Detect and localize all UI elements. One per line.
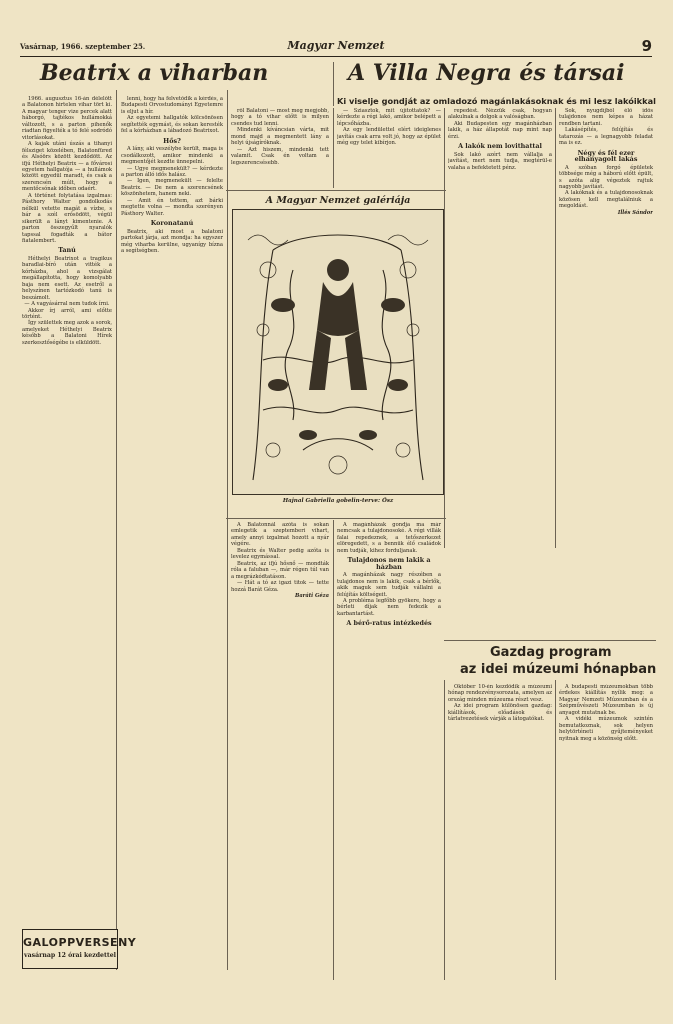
gazdag-column-2: A budapesti múzeumokban több érdekes kiállítás nyílik meg: a Magyar Nemzeti Múzeumban és a Szépművészeti Múzeumban is új anyagot mutatnak be. A vidéki múzeumok szintén bemutatkoznak, sok helyen helytörténeti gyűjteményeket nyitnak meg a közönség előtt. <box>559 684 653 742</box>
villa-signature: Illés Sándor <box>617 209 653 216</box>
section-heading-lakok: A lakók nem lovithattal <box>458 142 542 151</box>
gazdag-top-rule <box>444 640 656 641</box>
ad-title: GALOPPVERSENY <box>23 936 137 949</box>
ad-subtitle: vasárnap 12 órai kezdettel <box>23 952 116 959</box>
column-divider <box>333 62 334 106</box>
beatrix-column-2: lenni, hogy ha felvetődik a kérdés, a Budapesti Orvostudományi Egyetemre is eljut a hír. Az egyetemi hallgatók kölcsönösen segítették egymást, és sokan keresték fel a kórházban a lábadozó Beatrixot. Hős? A lány, aki veszélybe került, maga is csodálkozott, amikor mindenki a megmentőjét kezdte ünnepelni. — Ugye megmenekült? — kérdezte a parton álló idős halász. — Igen, megmenekült — felelte Beatrix. — De nem a szerencsének köszönhetem, hanem neki. — Amit én tettem, azt bárki megtette volna — mondta szerényen Pásthory Walter. Koronatanú Beatrix, aki most a balatoni partokat járja, azt mondja: ha egyszer még viharba kerülne, ugyanígy bízna a segítségben. <box>121 96 223 254</box>
gobelin-drawing <box>233 210 443 494</box>
galoppverseny-ad <box>22 929 137 969</box>
villa-column-1-bottom: A magánházak gondja ma már nemcsak a tulajdonosoké. A régi villák falai repedeznek, a tetőszerkezet elöregedett, s a bennük élő családok nem tudják, kihez forduljanak. Tulajdonos nem lakik a házban A magánházak nagy részében a tulajdonos nem is lakik, csak a bérlők, akik maguk sem tudják vállalni a felújítás költségeit. A probléma legfőbb gyökere, hogy a bérleti díjak nem fedezik a karbantartást. A bérő-ratus intézkedés <box>337 522 441 628</box>
issue-date: Vasárnap, 1966. szeptember 25. <box>20 42 146 51</box>
beatrix-column-3: ről Balatoni — most meg megjobb, hogy a tó vihar előtt is milyen csendes tud lenni. Mindenki kíváncsian várta, mit mond majd a megmentett lány a helyi újságíróknak. — Azt hiszem, mindenki tett valamit. Csak én voltam a legszerencsésebb. <box>231 108 329 166</box>
gazdag-headline-2: az idei múzeumi hónapban <box>460 662 657 677</box>
villa-column-2: repedést. Nézzük csak, hogyan alakulnak a dolgok a valóságban. Aki Budapesten egy magánházban lakik, a ház állapotát nap mint nap érzi. A lakók nem lovithattal Sok lakó azért nem vállalja a javítást, mert nem tudja, megtérül-e valaha a befektetett pénz. <box>448 108 552 171</box>
column-divider <box>227 90 228 970</box>
beatrix-signature: Baráti Géza <box>294 592 329 599</box>
page-number: 9 <box>641 37 652 55</box>
section-heading-negy-es-fel: Négy és fél ezer elhanyagolt lakás <box>574 148 638 164</box>
column-divider <box>444 108 445 548</box>
gallery-bottom-rule <box>226 518 446 519</box>
gazdag-headline-1: Gazdag program <box>490 645 612 660</box>
section-heading-hos: Hős? <box>163 136 181 145</box>
villa-subhead: Ki viselje gondját az omladozó magánlakásoknak és mi lesz lakóikkal <box>337 96 656 106</box>
section-heading-berlo: A bérő-ratus intézkedés <box>346 619 432 628</box>
section-heading-tanu: Tanú <box>58 246 76 255</box>
gobelin-illustration <box>232 209 444 495</box>
section-heading-tulajdonos: Tulajdonos nem lakik a házban <box>347 556 431 571</box>
beatrix-column-4: A Balatonnál azóta is sokan emlegetik a szeptemberi vihart, amely annyi izgalmat hozott a nyár végére. Beatrix és Walter pedig azóta is levelez egymással. Beatrix, az ifjú hősnő — mondták róla a faluban —, már régen túl van a megrázkódtatáson. — Hát a tó az igazi titok — tette hozzá Barát Géza. Baráti Géza <box>231 522 329 599</box>
gallery-title: A Magyar Nemzet galériája <box>265 195 411 206</box>
column-divider <box>333 108 334 188</box>
villa-column-1-top: — Sziasztok, mit újítottatok? — kérdezte a régi lakó, amikor belépett a lépcsőházba. Az egy lendülettel elért ideiglenes javítás csak arra volt jó, hogy az épület még egy telet kibírjon. <box>337 108 441 147</box>
villa-headline: A Villa Negra és társai <box>348 60 625 86</box>
villa-column-3: Sok, nyugdíjból élő idős tulajdonos nem képes a házat rendben tartani. Lakásépítés, felújítás és tatarozás — a legnagyobb feladat ma is ez. Négy és fél ezer elhanyagolt lakás A szóban forgó épületek többsége még a háború előtt épült, s azóta alig végeztek rajtuk nagyobb javítást. A lakóknak és a tulajdonosoknak közösen kell megtalálniuk a megoldást. Illés Sándor <box>559 108 653 216</box>
column-divider <box>116 90 117 970</box>
beatrix-headline: Beatrix a viharban <box>40 60 269 86</box>
gazdag-column-1: Október 10-én kezdődik a múzeumi hónap rendezvénysorozata, amelyen az ország minden múzeuma részt vesz. Az idei program különösen gazdag: kiállítások, előadások és tárlatvezetések várják a látogatókat. <box>448 684 552 723</box>
masthead <box>20 37 652 57</box>
beatrix-column-1: 1966. augusztus 16-án délelőtt a Balatonon hirtelen vihar tört ki. A magyar tenger vize percek alatt háborgó, tajtékos hullámokká változott, s a parton pihenők riadtan figyelték a tó felé sodródó vitorlásokat. A kajak utáni úszás a tihanyi félsziget közelében, Balatonfüred és Alsóörs között kezdődött. Az ifjú Héthelyi Beatrix — a fővárosi egyetem hallgatója — a hullámok között egyedül maradt, és csak a szerencsén múlt, hogy a mentőcsónak időben odaért. A történet folytatása izgalmas: Pásthory Walter gondolkodás nélkül vetette magát a vízbe, s bár a szél erősödött, végül sikerült a lányt kimentenie. A parton összegyűlt nyaralók tapssal fogadták a bátor fiatalembert. Tanú Héthelyi Beatrixot a tragikus baradlai-bíró után vitték a kórházba, ahol a vizsgálat megállapította, hogy komolyabb baja nem esett. Az esetről a helyszínen tartózkodó tanú is beszámolt. — A vagyásárral nem tudok írni. Akkor írj arról, ami előtte történt. Így születtek meg azok a sorok, amelyeket Héthelyi Beatrix később a Balatoni Hírek szerkesztőségébe is elküldött. <box>22 96 112 346</box>
paper-name: Magyar Nemzet <box>287 39 385 52</box>
column-divider <box>555 108 556 548</box>
section-heading-koronatanu: Koronatanú <box>150 219 194 228</box>
column-divider <box>555 680 556 980</box>
gallery-panel <box>232 194 444 516</box>
column-divider <box>444 680 445 980</box>
gallery-top-rule <box>226 190 446 191</box>
gallery-caption: Hajnal Gabriella gobelin-terve: Ősz <box>282 498 394 504</box>
column-divider <box>333 520 334 980</box>
